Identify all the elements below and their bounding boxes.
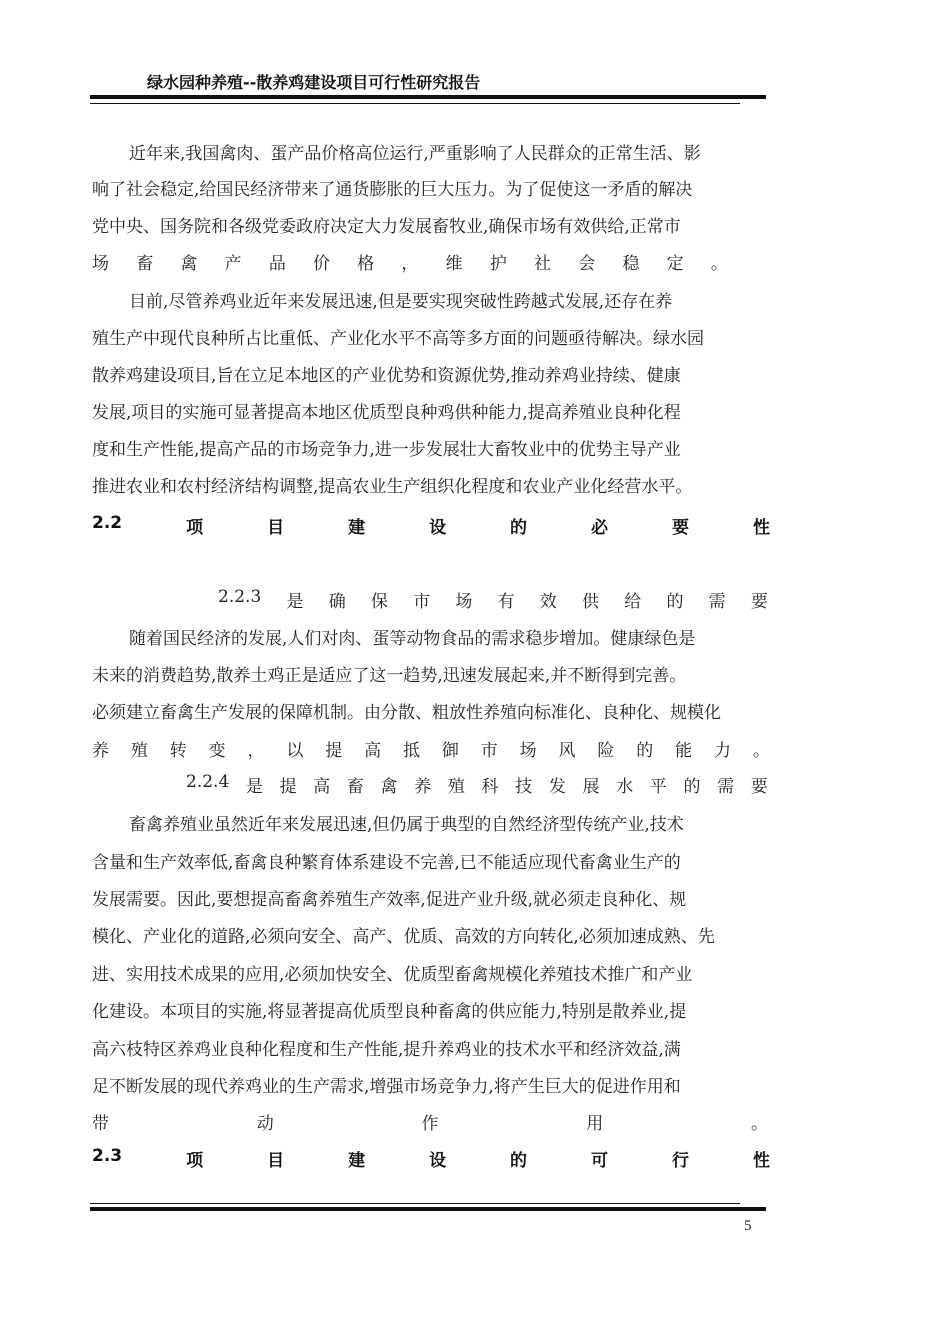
heading-part: 的	[666, 592, 684, 612]
paragraph-line: 随着国民经济的发展,人们对肉、蛋等动物食品的需求稳步增加。健康绿色是	[129, 629, 696, 649]
heading-part: 场	[455, 592, 473, 612]
heading-part: 设	[429, 1151, 447, 1171]
paragraph-line: 目前,尽管养鸡业近年来发展迅速,但是要实现突破性跨越式发展,还存在养	[129, 292, 673, 312]
char: 带	[92, 1114, 109, 1134]
paragraph-line: 殖生产中现代良种所占比重低、产业化水平不高等多方面的问题亟待解决。绿水园	[92, 329, 704, 349]
section-heading-2-2	[92, 513, 770, 538]
header-rule-thin	[90, 103, 740, 104]
footer-rule-thin	[90, 1203, 740, 1204]
char: 格	[357, 254, 375, 274]
char: 维	[445, 254, 463, 274]
justified-line	[92, 1109, 768, 1134]
heading-part: 给	[624, 592, 642, 612]
char: 动	[256, 1114, 274, 1134]
char: 稳	[622, 254, 640, 274]
heading-part: 技	[515, 777, 533, 797]
paragraph-line: 高六枝特区养鸡业良种化程度和生产性能,提升养鸡业的技术水平和经济效益,满	[92, 1040, 681, 1060]
paragraph-line: 推进农业和农村经济结构调整,提高农业生产组织化程度和农业产业化经营水平。	[92, 477, 693, 497]
heading-part: 效	[539, 592, 557, 612]
char: 场	[92, 254, 109, 274]
paragraph-line: 散养鸡建设项目,旨在立足本地区的产业优势和资源优势,推动养鸡业持续、健康	[92, 366, 681, 386]
char: 产	[224, 254, 242, 274]
char: 转	[169, 741, 187, 761]
heading-part: 供	[582, 592, 600, 612]
char: 险	[597, 741, 615, 761]
heading-part: 需	[717, 777, 735, 797]
char: 。	[751, 1114, 768, 1134]
heading-part: 建	[348, 1151, 366, 1171]
heading-part: 要	[672, 518, 690, 538]
justified-line	[92, 736, 770, 761]
char: 会	[578, 254, 596, 274]
heading-part: 目	[267, 1151, 285, 1171]
heading-part: 殖	[447, 777, 465, 797]
paragraph-line: 未来的消费趋势,散养土鸡正是适应了这一趋势,迅速发展起来,并不断得到完善。	[92, 666, 687, 686]
char: 定	[666, 254, 684, 274]
paragraph-line: 发展需要。因此,要想提高畜禽养殖生产效率,促进产业升级,就必须走良种化、规	[92, 890, 687, 910]
paragraph-line: 响了社会稳定,给国民经济带来了通货膨胀的巨大压力。为了促使这一矛盾的解决	[92, 180, 693, 200]
char: 品	[268, 254, 286, 274]
paragraph-line: 足不断发展的现代养鸡业的生产需求,增强市场竞争力,将产生巨大的促进作用和	[92, 1077, 681, 1097]
char: 社	[534, 254, 552, 274]
paragraph-line: 必须建立畜禽生产发展的保障机制。由分散、粗放性养殖向标准化、良种化、规模化	[92, 703, 721, 723]
heading-part: 要	[750, 777, 768, 797]
heading-part: 禽	[380, 777, 398, 797]
char: 力	[714, 741, 731, 761]
paragraph-line: 畜禽养殖业虽然近年来发展迅速,但仍属于典型的自然经济型传统产业,技术	[129, 815, 684, 835]
char: 护	[489, 254, 507, 274]
char: 。	[710, 254, 728, 274]
heading-part: 养	[414, 777, 432, 797]
char: 养	[92, 741, 109, 761]
heading-part: 设	[429, 518, 447, 538]
heading-part: 平	[649, 777, 667, 797]
heading-part: 展	[582, 777, 600, 797]
char: 作	[421, 1114, 439, 1134]
heading-part: 2.3	[92, 1146, 123, 1166]
heading-part: 2.2.4	[186, 772, 230, 792]
heading-part: 的	[510, 518, 528, 538]
char: 的	[636, 741, 654, 761]
heading-part: 2.2.3	[218, 587, 262, 607]
char: 风	[558, 741, 576, 761]
header-title: 绿水园种养殖--散养鸡建设项目可行性研究报告	[147, 73, 481, 92]
char: 畜	[136, 254, 154, 274]
heading-part: 可	[591, 1151, 609, 1171]
page-number: 5	[744, 1218, 752, 1234]
heading-part: 提	[279, 777, 297, 797]
char: 。	[752, 741, 770, 761]
heading-part: 畜	[346, 777, 364, 797]
paragraph-line: 模化、产业化的道路,必须向安全、高产、优质、高效的方向转化,必须加速成熟、先	[92, 927, 715, 947]
paragraph-line: 党中央、国务院和各级党委政府决定大力发展畜牧业,确保市场有效供给,正常市	[92, 217, 681, 237]
char: ，	[247, 741, 265, 761]
char: 御	[441, 741, 459, 761]
heading-part: 性	[753, 1151, 770, 1171]
heading-part: 发	[548, 777, 566, 797]
heading-part: 是	[286, 592, 304, 612]
subheading-2-2-4	[186, 772, 768, 797]
char: 能	[675, 741, 693, 761]
heading-part: 水	[616, 777, 634, 797]
heading-part: 保	[370, 592, 388, 612]
char: 禽	[180, 254, 198, 274]
heading-part: 项	[186, 1151, 204, 1171]
heading-part: 必	[591, 518, 609, 538]
heading-part: 的	[683, 777, 701, 797]
char: 以	[286, 741, 304, 761]
heading-part: 建	[348, 518, 366, 538]
paragraph-line: 含量和生产效率低,畜禽良种繁育体系建设不完善,已不能适应现代畜禽业生产的	[92, 853, 681, 873]
heading-part: 行	[672, 1151, 690, 1171]
char: 高	[364, 741, 382, 761]
char: 变	[208, 741, 226, 761]
heading-part: 科	[481, 777, 499, 797]
header-rule-thick	[90, 95, 766, 99]
paragraph-line: 化建设。本项目的实施,将显著提高优质型良种畜禽的供应能力,特别是散养业,提	[92, 1002, 687, 1022]
heading-part: 的	[510, 1151, 528, 1171]
footer-rule-thick	[90, 1207, 766, 1211]
char: 价	[313, 254, 331, 274]
char: 抵	[403, 741, 420, 761]
paragraph-line: 发展,项目的实施可显著提高本地区优质型良种鸡供种能力,提高养殖业良种化程	[92, 403, 681, 423]
heading-part: 2.2	[92, 513, 123, 533]
heading-part: 要	[750, 592, 768, 612]
paragraph-line: 近年来,我国禽肉、蛋产品价格高位运行,严重影响了人民群众的正常生活、影	[129, 144, 701, 164]
char: 场	[519, 741, 537, 761]
subheading-2-2-3	[218, 587, 768, 612]
char: 提	[325, 741, 343, 761]
char: ，	[401, 254, 419, 274]
heading-part: 目	[267, 518, 285, 538]
paragraph-line: 度和生产性能,提高产品的市场竞争力,进一步发展壮大畜牧业中的优势主导产业	[92, 440, 681, 460]
heading-part: 是	[245, 777, 263, 797]
heading-part: 有	[497, 592, 515, 612]
heading-part: 项	[186, 518, 204, 538]
char: 市	[480, 741, 498, 761]
char: 用	[586, 1114, 604, 1134]
heading-part: 高	[313, 777, 331, 797]
section-heading-2-3	[92, 1146, 770, 1171]
paragraph-line: 进、实用技术成果的应用,必须加快安全、优质型畜禽规模化养殖技术推广和产业	[92, 965, 693, 985]
heading-part: 确	[328, 592, 346, 612]
justified-line	[92, 249, 728, 274]
heading-part: 性	[753, 518, 770, 538]
char: 殖	[130, 741, 148, 761]
heading-part: 市	[413, 592, 431, 612]
heading-part: 需	[708, 592, 726, 612]
